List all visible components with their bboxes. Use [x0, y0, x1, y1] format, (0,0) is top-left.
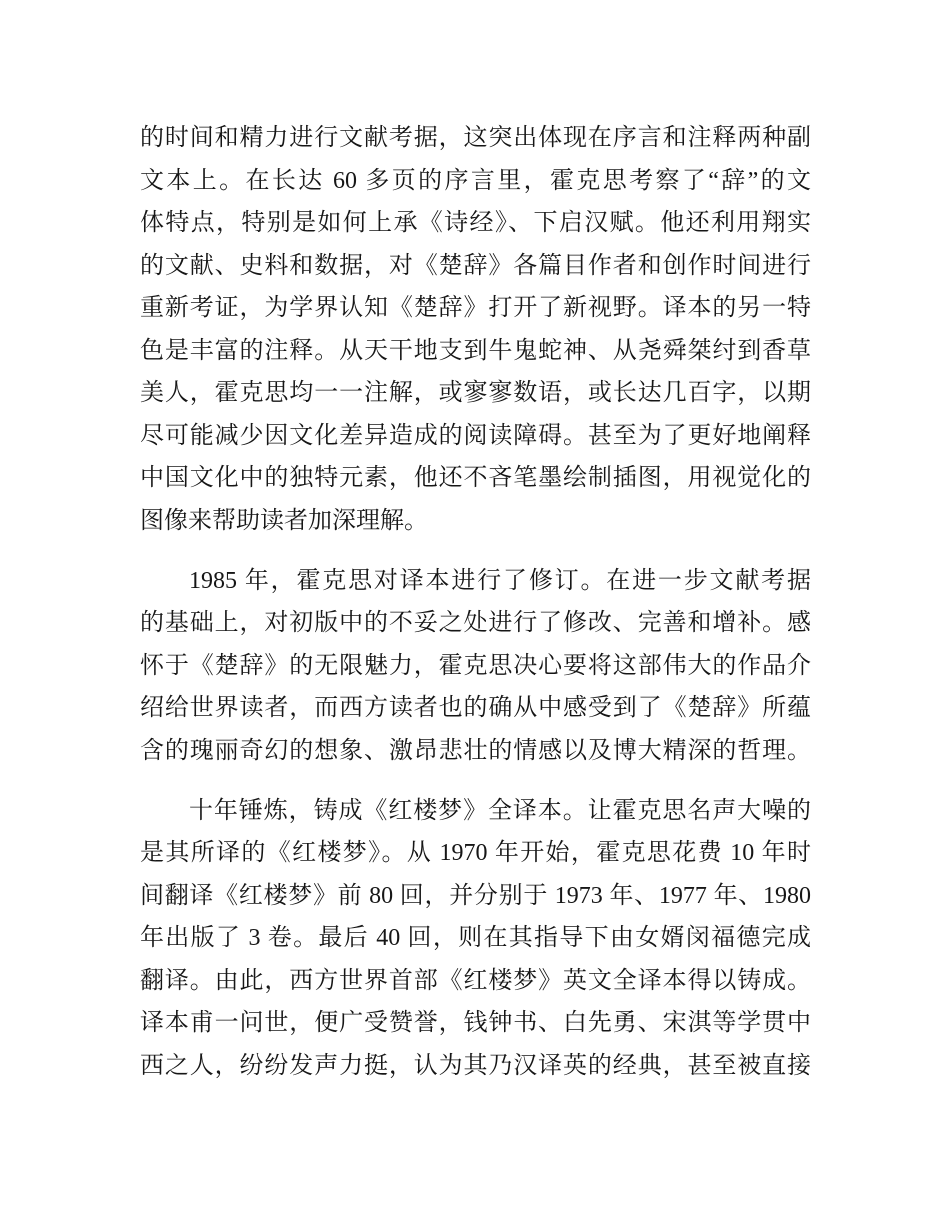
text-line: 文本上。在长达 60 多页的序言里，霍克思考察了“辞”的文: [140, 167, 811, 194]
text-line: 年出版了 3 卷。最后 40 回，则在其指导下由女婿闵福德完成: [140, 925, 811, 951]
text-line: 重新考证，为学界认知《楚辞》打开了新视野。译本的另一特: [140, 295, 811, 321]
text-line: 图像来帮助读者加深理解。: [140, 507, 428, 534]
document-text-block: [140, 117, 811, 1087]
text-line: 的基础上，对初版中的不妥之处进行了修改、完善和增补。感: [140, 610, 811, 636]
text-line: 1985 年，霍克思对译本进行了修订。在进一步文献考据: [189, 567, 811, 594]
text-line: 尽可能减少因文化差异造成的阅读障碍。甚至为了更好地阐释: [140, 422, 811, 449]
text-line: 是其所译的《红楼梦》。从 1970 年开始，霍克思花费 10 年时: [140, 840, 811, 866]
text-line: 间翻译《红楼梦》前 80 回，并分别于 1973 年、1977 年、1980: [140, 882, 811, 909]
text-line: 翻译。由此，西方世界首部《红楼梦》英文全译本得以铸成。: [140, 967, 811, 994]
text-line: 十年锤炼，铸成《红楼梦》全译本。让霍克思名声大噪的: [189, 797, 811, 824]
text-line: 西之人，纷纷发声力挺，认为其乃汉译英的经典，甚至被直接: [140, 1052, 811, 1079]
text-line: 绍给世界读者，而西方读者也的确从中感受到了《楚辞》所蕴: [140, 695, 811, 721]
text-line: 怀于《楚辞》的无限魅力，霍克思决心要将这部伟大的作品介: [140, 652, 811, 679]
text-line: 中国文化中的独特元素，他还不吝笔墨绘制插图，用视觉化的: [140, 465, 811, 491]
text-line: 体特点，特别是如何上承《诗经》、下启汉赋。他还利用翔实: [140, 210, 811, 236]
paragraph-1: [140, 117, 811, 542]
text-line: 色是丰富的注释。从天干地支到牛鬼蛇神、从尧舜桀纣到香草: [140, 337, 811, 364]
paragraph-3: [140, 790, 811, 1088]
text-line: 美人，霍克思均一一注解，或寥寥数语，或长达几百字，以期: [140, 380, 811, 406]
text-line: 的文献、史料和数据，对《楚辞》各篇目作者和创作时间进行: [140, 252, 811, 279]
paragraph-2: [140, 560, 811, 773]
text-line: 译本甫一问世，便广受赞誉，钱钟书、白先勇、宋淇等学贯中: [140, 1010, 811, 1036]
text-line: 含的瑰丽奇幻的想象、激昂悲壮的情感以及博大精深的哲理。: [140, 737, 811, 764]
text-line: 的时间和精力进行文献考据，这突出体现在序言和注释两种副: [140, 125, 811, 151]
